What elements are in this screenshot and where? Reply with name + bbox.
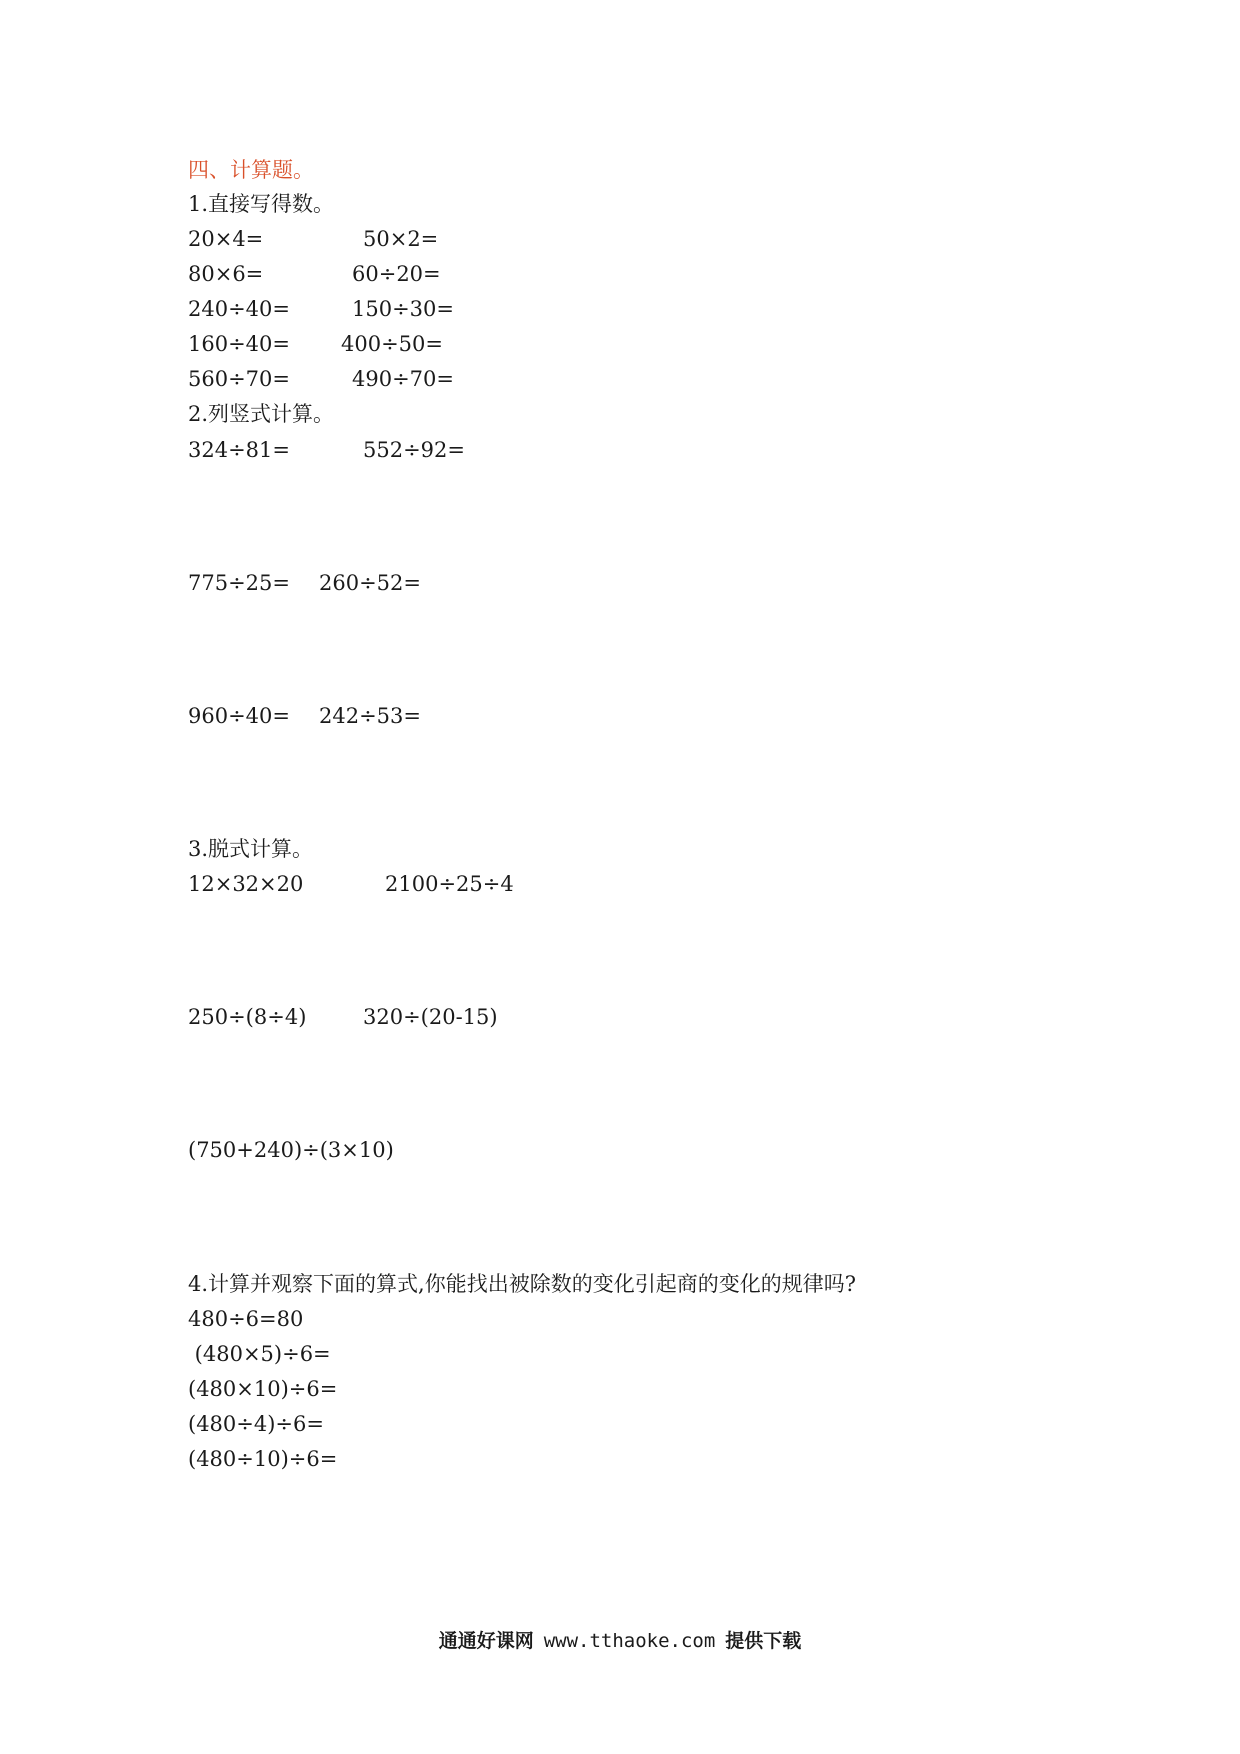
q2-row-1-right: 552÷92= [363, 438, 465, 462]
q1-row-3-right: 150÷30= [352, 297, 454, 321]
q4-line-1: 480÷6=80 [188, 1307, 304, 1331]
q3-row-2-left: 250÷(8÷4) [188, 1005, 307, 1029]
footer-suffix: 提供下载 [725, 1630, 802, 1652]
q1-row-1-left: 20×4= [188, 227, 264, 251]
q1-title: 1.直接写得数。 [188, 192, 335, 216]
q1-row-4-right: 400÷50= [341, 332, 443, 356]
q2-title: 2.列竖式计算。 [188, 402, 335, 426]
q4-line-2: (480×5)÷6= [188, 1342, 331, 1366]
q1-row-5-right: 490÷70= [352, 367, 454, 391]
q4-line-3: (480×10)÷6= [188, 1377, 338, 1401]
q3-row-1-left: 12×32×20 [188, 872, 304, 896]
q2-row-2-left: 775÷25= [188, 571, 290, 595]
footer-url-link[interactable]: www.tthaoke.com [543, 1630, 716, 1652]
q3-row-2-right: 320÷(20-15) [363, 1005, 498, 1029]
footer-site-name: 通通好课网 [438, 1630, 534, 1652]
q3-title: 3.脱式计算。 [188, 837, 314, 861]
q3-row-1-right: 2100÷25÷4 [385, 872, 514, 896]
q4-title: 4.计算并观察下面的算式,你能找出被除数的变化引起商的变化的规律吗? [188, 1272, 856, 1296]
q2-row-2-right: 260÷52= [319, 571, 421, 595]
q4-line-4: (480÷4)÷6= [188, 1412, 324, 1436]
q3-row-3: (750+240)÷(3×10) [188, 1138, 394, 1162]
q1-row-5-left: 560÷70= [188, 367, 290, 391]
page-footer [0, 1626, 1240, 1653]
q2-row-1-left: 324÷81= [188, 438, 290, 462]
section-heading: 四、计算题。 [188, 158, 314, 182]
q1-row-3-left: 240÷40= [188, 297, 290, 321]
q1-row-2-right: 60÷20= [352, 262, 441, 286]
q2-row-3-right: 242÷53= [319, 704, 421, 728]
q2-row-3-left: 960÷40= [188, 704, 290, 728]
q1-row-1-right: 50×2= [363, 227, 439, 251]
q1-row-2-left: 80×6= [188, 262, 264, 286]
q1-row-4-left: 160÷40= [188, 332, 290, 356]
q4-line-5: (480÷10)÷6= [188, 1447, 338, 1471]
